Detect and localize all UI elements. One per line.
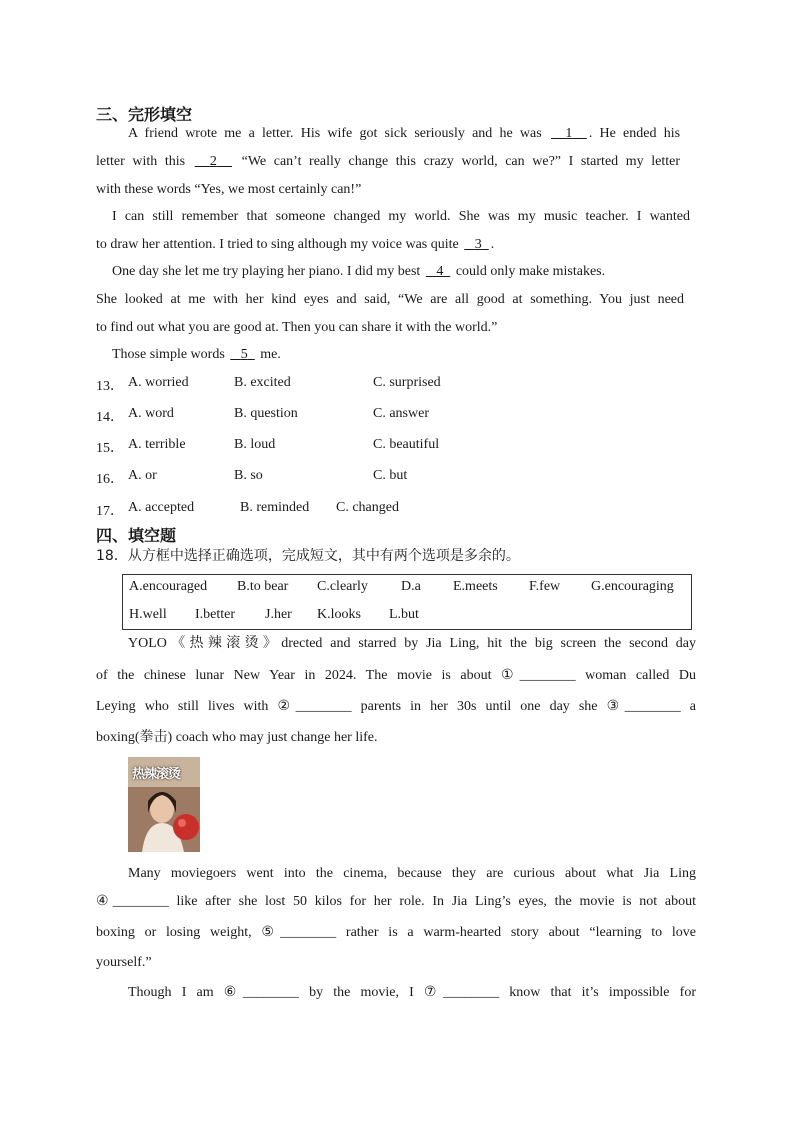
option-b[interactable]: B. so — [234, 468, 263, 483]
word-option: D.a — [401, 579, 421, 594]
question-18-instruction: 18．从方框中选择正确选项，完成短文，其中有两个选项是多余的。 — [96, 548, 520, 564]
passage-line: A friend wrote me a letter. His wife got sick seriously and he was 1 . He ended his — [128, 126, 681, 141]
word-option: J.her — [265, 607, 292, 622]
option-a[interactable]: A. accepted — [128, 500, 195, 515]
word-option: E.meets — [453, 579, 498, 594]
option-b[interactable]: B. excited — [234, 375, 291, 390]
passage-line: She looked at me with her kind eyes and said, “We are all good at something. You just need — [96, 292, 684, 307]
passage-line: Many moviegoers went into the cinema, because they are curious about what Jia Ling — [128, 866, 696, 881]
option-c[interactable]: C. beautiful — [373, 437, 440, 452]
passage-line: One day she let me try playing her piano. I did my best 4 could only make mistakes. — [112, 264, 606, 279]
word-bank-box — [122, 574, 692, 630]
option-a[interactable]: A. terrible — [128, 437, 186, 452]
passage-line: Those simple words 5 me. — [112, 347, 281, 362]
passage-line: letter with this 2 “We can’t really change this crazy world, can we?” I started my letter — [96, 154, 680, 169]
option-c[interactable]: C. surprised — [373, 375, 441, 390]
option-c[interactable]: C. changed — [336, 500, 399, 515]
option-b[interactable]: B. loud — [234, 437, 276, 452]
word-option: A.encouraged — [129, 579, 208, 594]
word-option: L.but — [389, 607, 419, 622]
blank-1: 1 — [565, 126, 573, 141]
blank-3: 3 — [474, 237, 482, 252]
passage-line: YOLO《热辣滚烫》drected and starred by Jia Ling, hit the big screen the second day — [128, 636, 696, 651]
option-a[interactable]: A. word — [128, 406, 174, 421]
word-option: G.encouraging — [591, 579, 674, 594]
question-13: 13． A. worried B. excited C. surprised — [96, 375, 441, 394]
blank-4: 4 — [436, 264, 444, 279]
passage-line: boxing(拳击) coach who may just change her life. — [96, 730, 378, 745]
passage-line: to find out what you are good at. Then you can share it with the world.” — [96, 320, 498, 335]
option-a[interactable]: A. or — [128, 468, 157, 483]
passage-line: yourself.” — [96, 955, 152, 970]
section-title-fill-in: 四、填空题 — [96, 526, 177, 545]
passage-line: with these words “Yes, we most certainly can!” — [96, 182, 362, 197]
word-option: C.clearly — [317, 579, 368, 594]
passage-line: ④________ like after she lost 50 kilos for her role. In Jia Ling’s eyes, the movie is not about — [96, 894, 696, 909]
passage-line: to draw her attention. I tried to sing although my voice was quite 3 . — [96, 237, 495, 252]
movie-poster-image — [128, 757, 200, 852]
passage-line: Leying who still lives with ②________ parents in her 30s until one day she ③________ a — [96, 699, 696, 714]
poster-title: 热辣滚烫 — [132, 767, 181, 782]
word-option: K.looks — [317, 607, 361, 622]
option-b[interactable]: B. question — [234, 406, 298, 421]
question-14: 14． A. word B. question C. answer — [96, 406, 429, 425]
option-c[interactable]: C. but — [373, 468, 408, 483]
word-option: H.well — [129, 607, 167, 622]
word-option: I.better — [195, 607, 236, 622]
question-17: 17． A. accepted B. reminded C. changed — [96, 500, 399, 519]
passage-line: I can still remember that someone changed my world. She was my music teacher. I wanted — [112, 209, 690, 224]
option-a[interactable]: A. worried — [128, 375, 189, 390]
blank-5: 5 — [240, 347, 248, 362]
question-16: 16． A. or B. so C. but — [96, 468, 408, 487]
passage-line: Though I am ⑥________ by the movie, I ⑦________ know that it’s impossible for — [128, 985, 696, 1000]
passage-line: boxing or losing weight, ⑤________ rather is a warm-hearted story about “learning to love — [96, 925, 696, 940]
question-15: 15． A. terrible B. loud C. beautiful — [96, 437, 440, 456]
option-b[interactable]: B. reminded — [240, 500, 310, 515]
passage-line: of the chinese lunar New Year in 2024. The movie is about ①________ woman called Du — [96, 668, 696, 683]
blank-2: 2 — [209, 154, 217, 169]
section-title-cloze: 三、完形填空 — [96, 105, 193, 124]
word-option: B.to bear — [237, 579, 289, 594]
word-option: F.few — [529, 579, 561, 594]
option-c[interactable]: C. answer — [373, 406, 429, 421]
